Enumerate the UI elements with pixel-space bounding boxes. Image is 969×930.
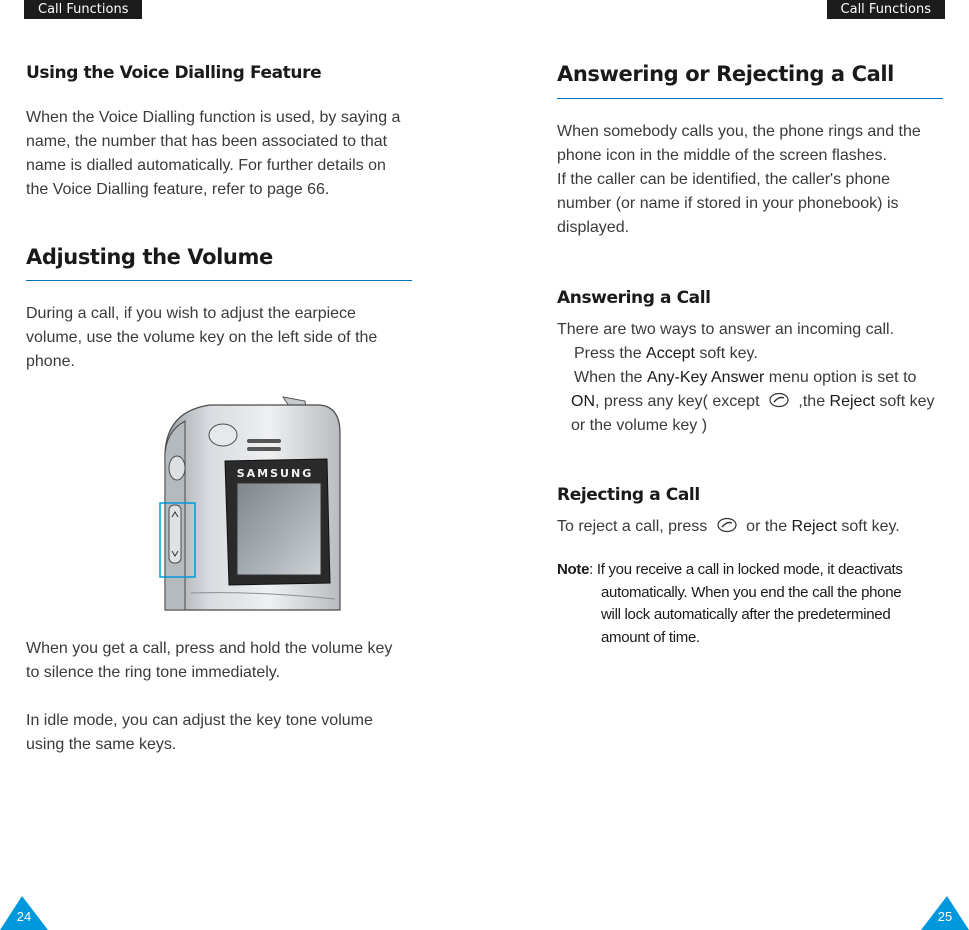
rejecting-heading: Rejecting a Call [557,485,700,505]
answering-heading: Answering a Call [557,288,711,308]
phone-image [155,393,345,611]
idle-line-1: In idle mode, you can adjust the key tone volume [26,712,373,729]
volume-line-2: volume, use the volume key on the left side of the [26,329,378,346]
idle-body [26,709,426,757]
voice-line-1: When the Voice Dialling function is used, by saying a [26,109,401,126]
press-the-text: Press the [574,345,647,362]
answer-reject-rule [557,98,943,99]
intro-body [557,120,957,240]
silence-body [26,637,426,685]
reject-prefix-text: To reject a call, press [557,518,712,535]
any-key-answer-label: Any-Key Answer [646,369,765,386]
section-tab-left: Call Functions [24,0,142,19]
note-first-line: : If you receive a call in locked mode, it deactivats [589,561,903,578]
note-line-3: will lock automatically after the predetermined [601,606,891,623]
page-number-right: 25 [937,909,953,924]
menu-option-text: menu option is set to [764,369,917,386]
volume-line-3: phone. [26,353,75,370]
voice-dialling-heading: Using the Voice Dialling Feature [26,63,322,83]
rejecting-body [557,515,957,539]
volume-line-1: During a call, if you wish to adjust the earpiece [26,305,356,322]
voice-line-4: the Voice Dialling feature, refer to page 66. [26,181,330,198]
left-page [0,0,484,930]
soft-key-text-2: soft key [874,393,935,410]
voice-dialling-body [26,106,426,202]
right-page [484,0,969,930]
voice-line-3: name is dialled automatically. For further details on [26,157,386,174]
volume-heading-rule [26,280,412,281]
answering-intro: There are two ways to answer an incoming call. [557,321,895,338]
note-line-4: amount of time. [601,628,700,646]
silence-line-1: When you get a call, press and hold the volume key [26,640,393,657]
page-number-badge-right [921,892,969,930]
accept-key-label: Accept [646,345,695,362]
page-number-badge-left [0,892,48,930]
soft-key-text-1: soft key. [694,345,758,362]
answering-body [557,318,957,438]
volume-body [26,302,426,374]
the-sep-text: ,the [793,393,830,410]
on-value-label: ON [571,393,595,410]
reject-key-label-2: Reject [791,518,837,535]
or-volume-text: or the volume key ) [571,417,708,434]
section-tab-right: Call Functions [827,0,945,19]
intro-line-2: phone icon in the middle of the screen flashes. [557,147,887,164]
silence-line-2: to silence the ring tone immediately. [26,664,281,681]
note-line-2: automatically. When you end the call the phone [601,583,902,601]
answer-reject-heading: Answering or Rejecting a Call [557,62,894,86]
end-call-key-icon-2 [716,517,738,533]
intro-line-4: number (or name if stored in your phonebook) is [557,195,899,212]
idle-line-2: using the same keys. [26,736,177,753]
or-the-text: or the [741,518,792,535]
phone-brand-text: SAMSUNG [236,467,314,480]
intro-line-5: displayed. [557,219,630,236]
page-number-left: 24 [16,909,32,924]
volume-heading: Adjusting the Volume [26,245,273,269]
note-label: Note [557,561,590,578]
press-any-key-text: , press any key( except [595,393,764,410]
intro-line-3: If the caller can be identified, the caller's phone [557,171,891,188]
soft-key-text-3: soft key. [836,518,900,535]
intro-line-1: When somebody calls you, the phone rings and the [557,123,921,140]
reject-key-label-1: Reject [829,393,875,410]
voice-line-2: name, the number that has been associated to that [26,133,388,150]
note-block [557,559,957,649]
phone-illustration [155,393,345,611]
when-the-text: When the [574,369,647,386]
end-call-key-icon [768,392,790,408]
